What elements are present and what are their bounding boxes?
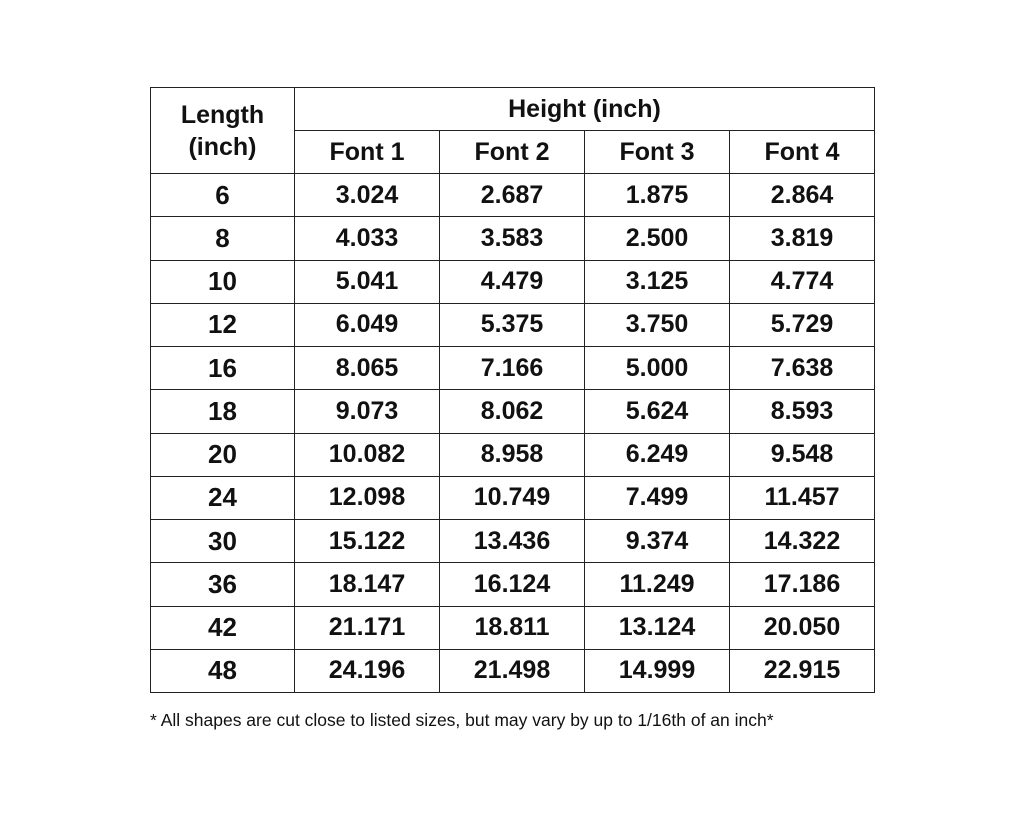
height-cell: 6.049 <box>295 303 440 346</box>
height-cell: 9.548 <box>730 433 875 476</box>
length-cell: 24 <box>151 476 295 519</box>
length-cell: 20 <box>151 433 295 476</box>
height-cell: 8.593 <box>730 390 875 433</box>
height-cell: 7.166 <box>440 347 585 390</box>
font-column-header: Font 2 <box>440 131 585 174</box>
height-cell: 3.819 <box>730 217 875 260</box>
font-column-header: Font 1 <box>295 131 440 174</box>
height-cell: 14.322 <box>730 520 875 563</box>
size-chart-table <box>150 87 875 693</box>
height-cell: 13.436 <box>440 520 585 563</box>
table-row <box>151 433 875 476</box>
length-cell: 6 <box>151 174 295 217</box>
height-cell: 4.774 <box>730 260 875 303</box>
font-column-header: Font 4 <box>730 131 875 174</box>
table-row <box>151 390 875 433</box>
height-cell: 9.374 <box>585 520 730 563</box>
length-cell: 36 <box>151 563 295 606</box>
length-cell: 8 <box>151 217 295 260</box>
table-row <box>151 606 875 649</box>
height-cell: 3.125 <box>585 260 730 303</box>
height-cell: 21.498 <box>440 649 585 692</box>
height-cell: 15.122 <box>295 520 440 563</box>
height-cell: 8.062 <box>440 390 585 433</box>
height-cell: 8.065 <box>295 347 440 390</box>
height-cell: 4.479 <box>440 260 585 303</box>
table-row <box>151 563 875 606</box>
table-row <box>151 174 875 217</box>
table-row <box>151 347 875 390</box>
height-cell: 18.811 <box>440 606 585 649</box>
height-cell: 14.999 <box>585 649 730 692</box>
height-cell: 16.124 <box>440 563 585 606</box>
height-cell: 7.499 <box>585 476 730 519</box>
height-cell: 11.249 <box>585 563 730 606</box>
height-cell: 3.583 <box>440 217 585 260</box>
length-cell: 12 <box>151 303 295 346</box>
height-cell: 22.915 <box>730 649 875 692</box>
font-column-header: Font 3 <box>585 131 730 174</box>
height-group-header: Height (inch) <box>295 88 875 131</box>
table-body <box>151 174 875 693</box>
height-cell: 6.249 <box>585 433 730 476</box>
table-row <box>151 217 875 260</box>
table-row <box>151 476 875 519</box>
height-cell: 5.375 <box>440 303 585 346</box>
length-cell: 16 <box>151 347 295 390</box>
height-cell: 2.687 <box>440 174 585 217</box>
height-cell: 1.875 <box>585 174 730 217</box>
table-row <box>151 520 875 563</box>
height-cell: 2.500 <box>585 217 730 260</box>
length-cell: 10 <box>151 260 295 303</box>
height-cell: 18.147 <box>295 563 440 606</box>
table-header-row <box>151 88 875 131</box>
height-cell: 9.073 <box>295 390 440 433</box>
height-cell: 24.196 <box>295 649 440 692</box>
height-cell: 7.638 <box>730 347 875 390</box>
height-cell: 3.024 <box>295 174 440 217</box>
height-cell: 10.082 <box>295 433 440 476</box>
height-cell: 5.000 <box>585 347 730 390</box>
height-cell: 5.624 <box>585 390 730 433</box>
length-cell: 42 <box>151 606 295 649</box>
height-cell: 5.041 <box>295 260 440 303</box>
length-cell: 48 <box>151 649 295 692</box>
height-cell: 17.186 <box>730 563 875 606</box>
height-cell: 5.729 <box>730 303 875 346</box>
height-cell: 10.749 <box>440 476 585 519</box>
height-cell: 4.033 <box>295 217 440 260</box>
height-cell: 8.958 <box>440 433 585 476</box>
height-cell: 2.864 <box>730 174 875 217</box>
height-cell: 21.171 <box>295 606 440 649</box>
table-row <box>151 303 875 346</box>
length-column-header: Length (inch) <box>151 88 295 174</box>
table-row <box>151 649 875 692</box>
height-cell: 11.457 <box>730 476 875 519</box>
length-cell: 30 <box>151 520 295 563</box>
height-cell: 20.050 <box>730 606 875 649</box>
height-cell: 12.098 <box>295 476 440 519</box>
height-cell: 3.750 <box>585 303 730 346</box>
footnote: * All shapes are cut close to listed sizes, but may vary by up to 1/16th of an inch* <box>150 710 774 730</box>
length-cell: 18 <box>151 390 295 433</box>
table-row <box>151 260 875 303</box>
height-cell: 13.124 <box>585 606 730 649</box>
